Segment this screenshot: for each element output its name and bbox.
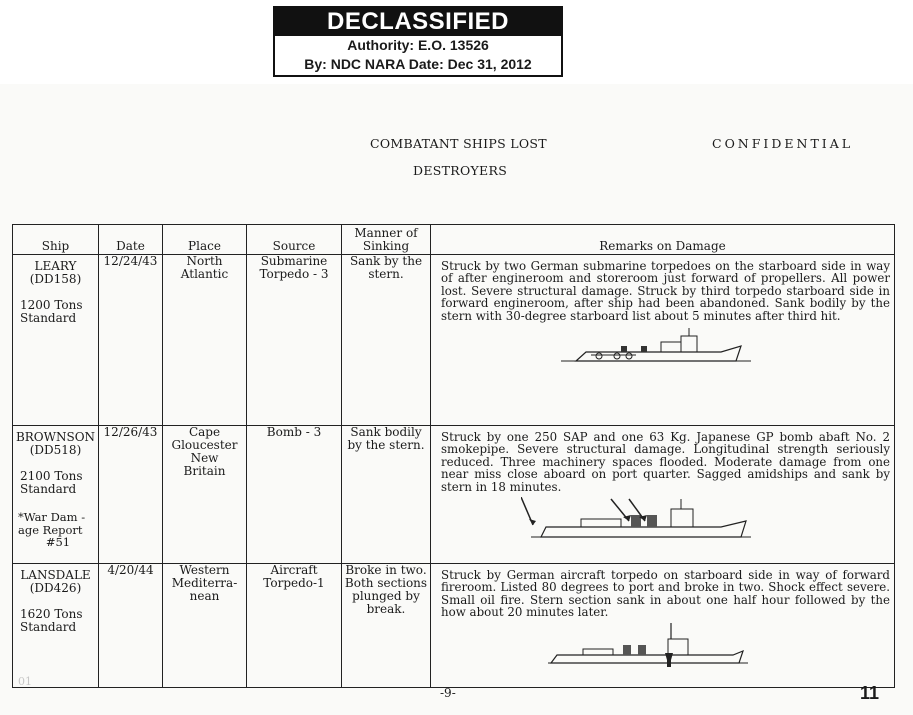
ship-damage-diagram bbox=[561, 328, 751, 373]
ship-damage-diagram bbox=[543, 623, 753, 678]
ship-name: LEARY bbox=[34, 259, 77, 273]
stamp-by-line: By: NDC NARA Date: Dec 31, 2012 bbox=[304, 56, 532, 72]
manner-line3: plunged by bbox=[352, 589, 420, 603]
table-row bbox=[13, 426, 895, 564]
place-line4: Britain bbox=[183, 464, 226, 478]
ships-lost-table bbox=[12, 224, 895, 688]
header-source: Source bbox=[247, 225, 342, 255]
source-line1: Bomb - 3 bbox=[266, 425, 322, 439]
source-line1: Aircraft bbox=[270, 563, 318, 577]
note-line2: age Report bbox=[18, 522, 83, 537]
ship-name: LANSDALE bbox=[20, 568, 91, 582]
tonnage-line2: Standard bbox=[20, 482, 77, 496]
header-manner-line2: Sinking bbox=[362, 239, 410, 253]
header-manner-line1: Manner of bbox=[354, 226, 418, 240]
document-subtitle: DESTROYERS bbox=[413, 163, 508, 178]
ship-hull-number: (DD158) bbox=[29, 272, 82, 286]
source-cell bbox=[247, 426, 342, 564]
source-line2: Torpedo - 3 bbox=[259, 267, 329, 281]
manner-line1: Sank bodily bbox=[350, 425, 422, 439]
date-cell: 12/26/43 bbox=[99, 426, 163, 564]
remarks-cell bbox=[431, 426, 895, 564]
place-cell bbox=[163, 426, 247, 564]
source-cell bbox=[247, 564, 342, 688]
place-line3: New bbox=[190, 451, 219, 465]
place-cell bbox=[163, 564, 247, 688]
manner-line2: stern. bbox=[368, 267, 404, 281]
source-line2: Torpedo-1 bbox=[263, 576, 325, 590]
war-damage-report-note bbox=[13, 496, 98, 549]
ship-damage-diagram bbox=[521, 497, 761, 547]
ship-name: BROWNSON bbox=[15, 430, 96, 444]
tonnage-line1: 2100 Tons bbox=[20, 469, 83, 483]
manner-line4: break. bbox=[366, 602, 406, 616]
place-line2: Atlantic bbox=[180, 267, 229, 281]
ship-cell bbox=[13, 255, 99, 426]
stamp-authority: Authority: E.O. 13526 bbox=[347, 37, 489, 53]
ship-cell bbox=[13, 564, 99, 688]
place-line2: Mediterra- bbox=[171, 576, 238, 590]
ship-tonnage bbox=[13, 286, 98, 325]
document-title: COMBATANT SHIPS LOST bbox=[370, 136, 547, 151]
place-cell bbox=[163, 255, 247, 426]
source-cell bbox=[247, 255, 342, 426]
note-line1: *War Dam - bbox=[18, 510, 86, 524]
place-line3: nean bbox=[189, 589, 220, 603]
stamp-title: DECLASSIFIED bbox=[275, 8, 561, 36]
place-line1: North bbox=[186, 254, 223, 268]
page-number: 11 bbox=[860, 683, 880, 703]
source-line1: Submarine bbox=[260, 254, 328, 268]
tonnage-line1: 1200 Tons bbox=[20, 298, 83, 312]
tonnage-line2: Standard bbox=[20, 620, 77, 634]
declassified-stamp bbox=[273, 6, 563, 77]
manner-cell bbox=[342, 564, 431, 688]
ship-hull-number: (DD518) bbox=[29, 443, 82, 457]
page-margin-mark: 01 bbox=[18, 675, 32, 688]
place-line2: Gloucester bbox=[171, 438, 238, 452]
date-cell: 4/20/44 bbox=[99, 564, 163, 688]
tonnage-line2: Standard bbox=[20, 311, 77, 325]
remarks-text: Struck by two German submarine torpedoes on the starboard side in way of after engineroom and storeroom just forward of propellers. All power lost. Severe structural damage. Struck by third torpedo starboard side in forward engineroom, after ship had been abandoned. Sank bodily by the stern with 30-degree starboard list about 5 minutes after third hit. bbox=[441, 259, 890, 323]
remarks-text: Struck by one 250 SAP and one 63 Kg. Japanese GP bomb abaft No. 2 smokepipe. Severe structural damage. Longitudinal strength seriously reduced. Three machinery spaces flooded. Moderate damage from one near miss close aboard on port quarter. Sagged amidships and sank by stern in 18 minutes. bbox=[441, 430, 890, 494]
header-ship: Ship bbox=[13, 225, 99, 255]
classification-label: CONFIDENTIAL bbox=[712, 136, 854, 151]
header-date: Date bbox=[99, 225, 163, 255]
remarks-cell bbox=[431, 564, 895, 688]
header-place: Place bbox=[163, 225, 247, 255]
table-row bbox=[13, 255, 895, 426]
header-manner bbox=[342, 225, 431, 255]
ship-cell bbox=[13, 426, 99, 564]
ship-tonnage bbox=[13, 595, 98, 634]
manner-cell bbox=[342, 255, 431, 426]
place-line1: Western bbox=[179, 563, 230, 577]
remarks-cell bbox=[431, 255, 895, 426]
ship-hull-number: (DD426) bbox=[29, 581, 82, 595]
date-cell: 12/24/43 bbox=[99, 255, 163, 426]
manner-line2: by the stern. bbox=[347, 438, 425, 452]
manner-line1: Sank by the bbox=[349, 254, 423, 268]
table-header-row bbox=[13, 225, 895, 255]
manner-line1: Broke in two. bbox=[345, 563, 427, 577]
ship-tonnage bbox=[13, 457, 98, 496]
table-row bbox=[13, 564, 895, 688]
tonnage-line1: 1620 Tons bbox=[20, 607, 83, 621]
place-line1: Cape bbox=[188, 425, 221, 439]
page-label: -9- bbox=[440, 686, 456, 700]
header-remarks: Remarks on Damage bbox=[431, 225, 895, 255]
manner-cell bbox=[342, 426, 431, 564]
remarks-text: Struck by German aircraft torpedo on starboard side in way of forward fireroom. Listed 80 degrees to port and broke in two. Shock effect severe. Small oil fire. Stern section sank in about one half hour followed by the how about 20 minutes later. bbox=[441, 568, 890, 620]
manner-line2: Both sections bbox=[344, 576, 428, 590]
note-line3: #51 bbox=[45, 535, 71, 549]
